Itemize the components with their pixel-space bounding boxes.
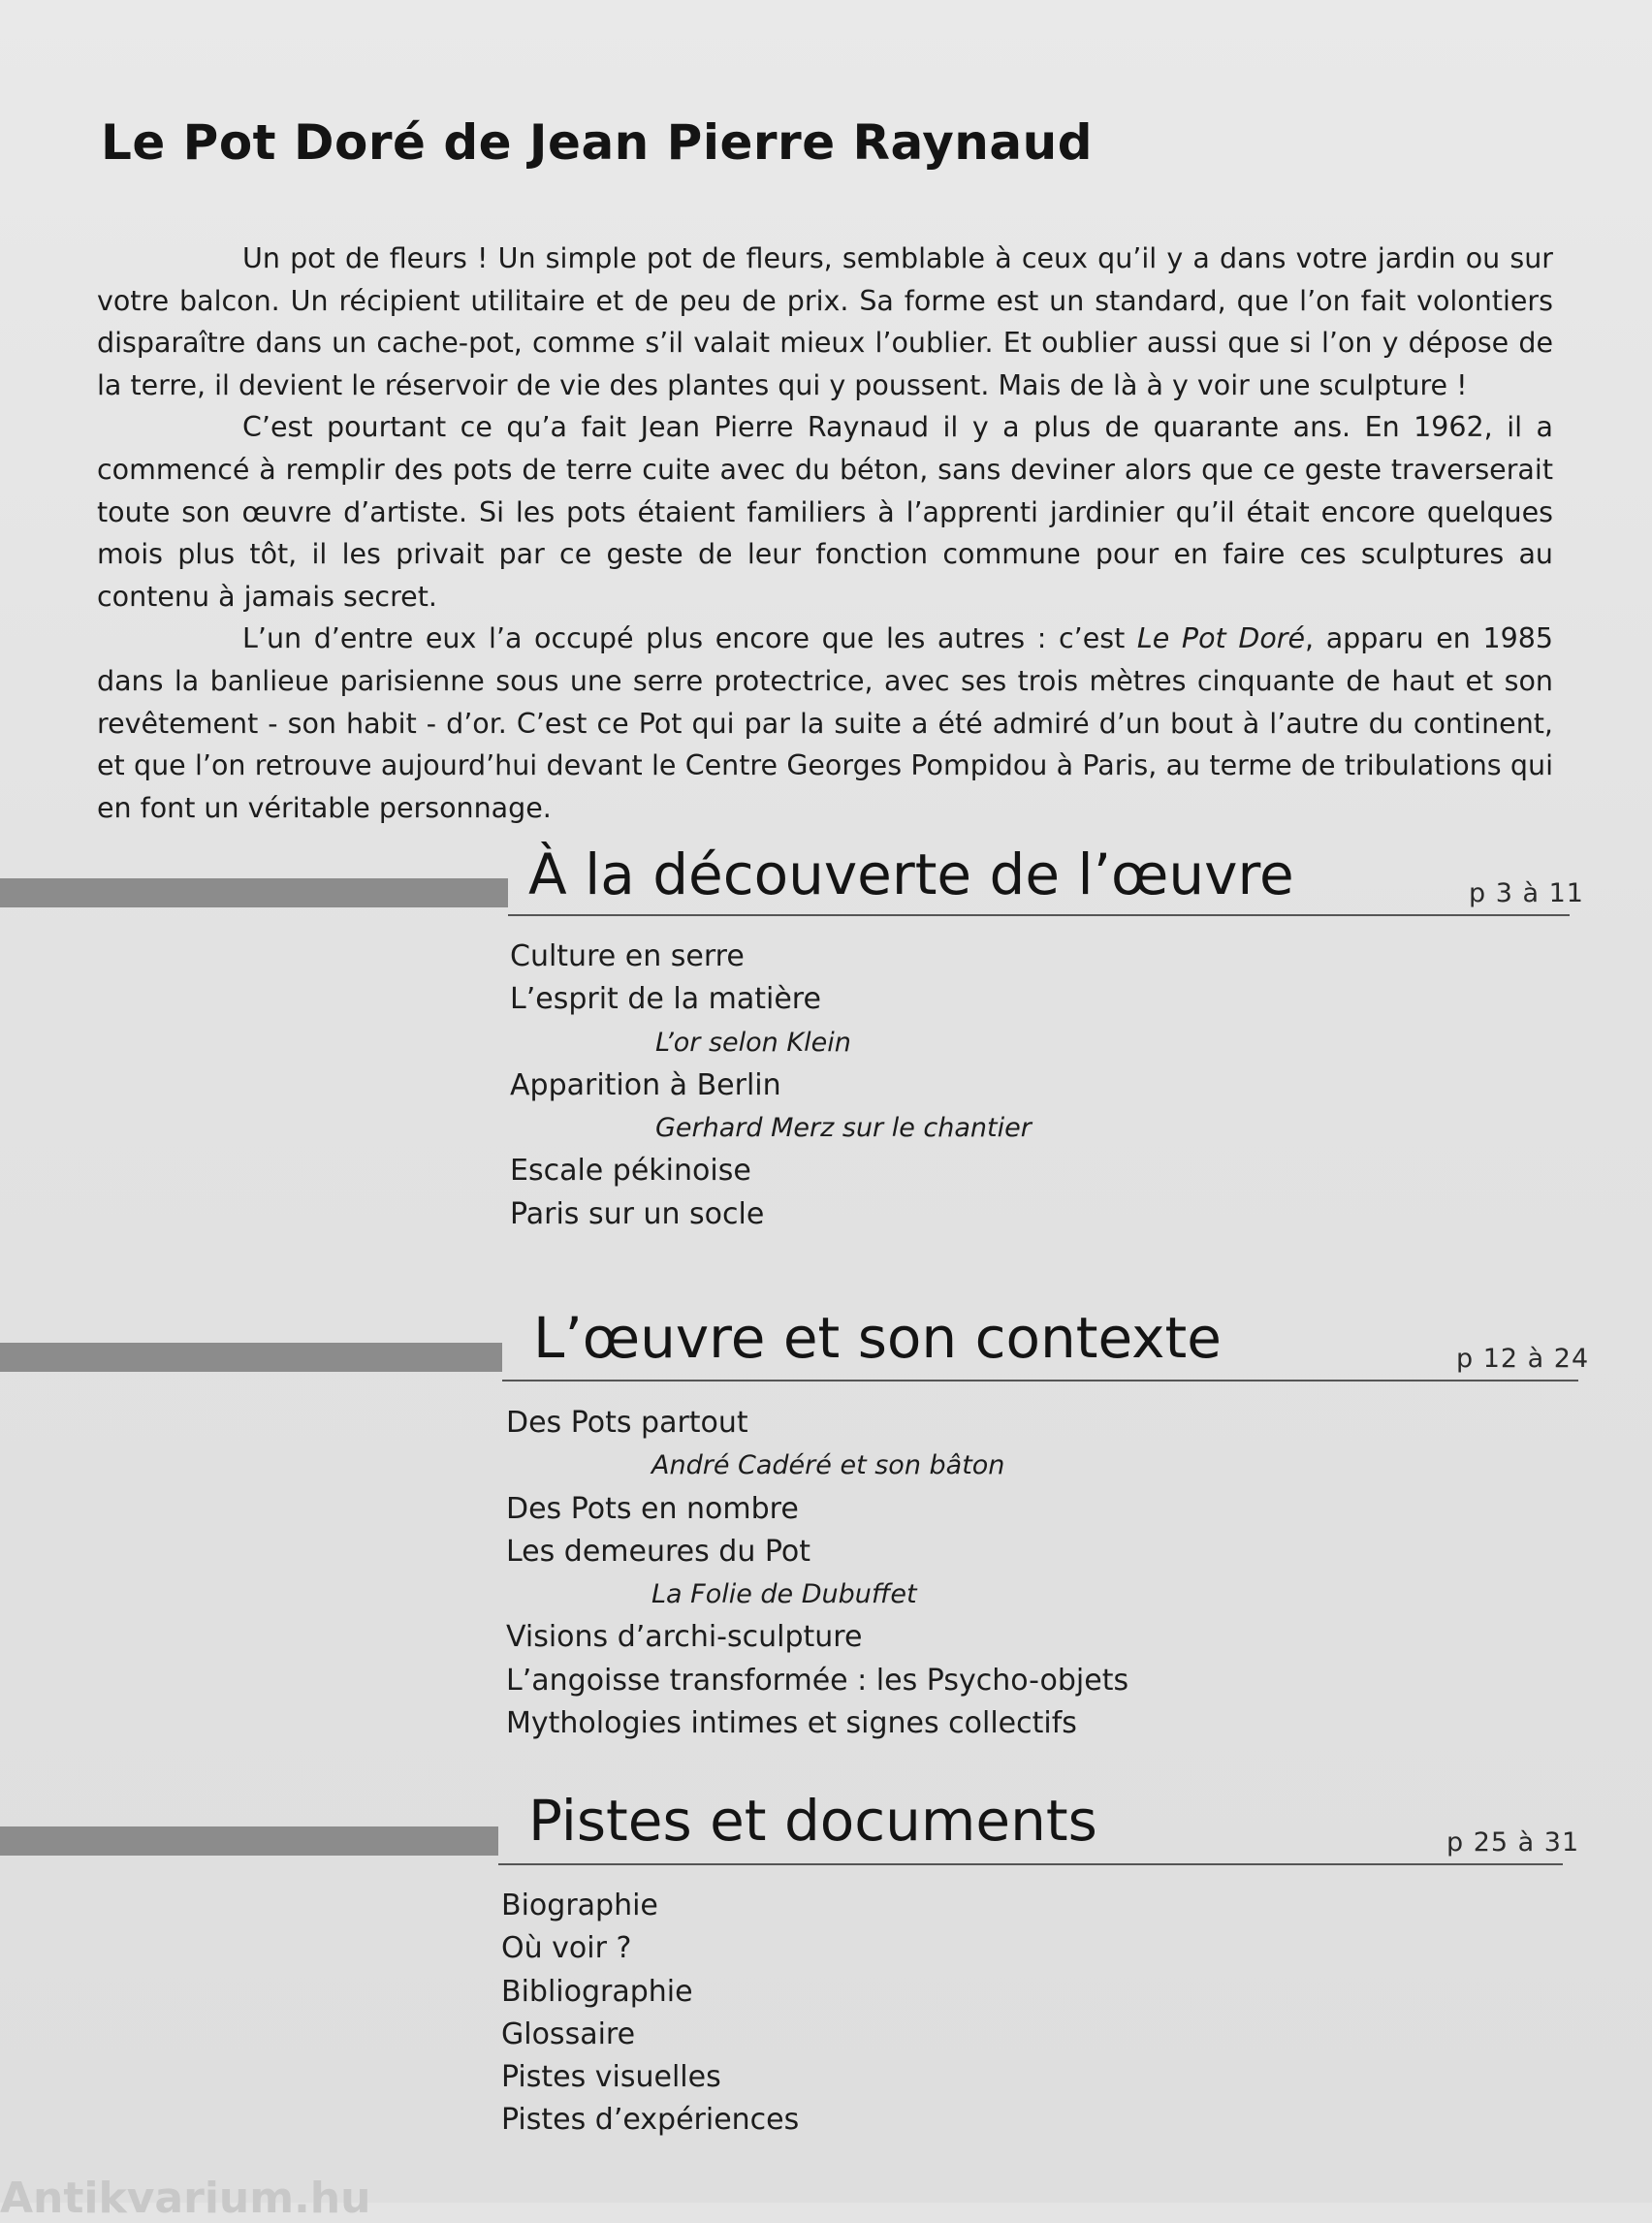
toc-item: Visions d’archi-sculpture bbox=[506, 1620, 863, 1655]
toc-item: Biographie bbox=[501, 1889, 658, 1922]
section-rule bbox=[498, 1863, 1563, 1865]
artwork-title-italic: Le Pot Doré bbox=[1136, 622, 1306, 655]
section-bar bbox=[0, 878, 508, 907]
toc-item: Des Pots en nombre bbox=[506, 1491, 799, 1526]
intro-paragraph-1: Un pot de fleurs ! Un simple pot de fleurs, semblable à ceux qu’il y a dans votre jardin ou sur votre balcon. Un récipient utilitaire et de peu de prix. Sa forme est un standard, que l’on fait volontiers disparaître dans un cache-pot, comme s’il valait mieux l’oublier. Et oublier aussi que si l’on y dépose de la terre, il devient le réservoir de vie des plantes qui y poussent. Mais de là à y voir une sculpture ! bbox=[97, 242, 1553, 401]
toc-item: Bibliographie bbox=[501, 1974, 693, 2009]
toc-item: Paris sur un socle bbox=[510, 1196, 765, 1231]
section-page-range: p 12 à 24 bbox=[1456, 1344, 1590, 1374]
toc-item: Glossaire bbox=[501, 2017, 636, 2051]
intro-paragraph-2: C’est pourtant ce qu’a fait Jean Pierre Raynaud il y a plus de quarante ans. En 1962, il a commencé à remplir des pots de terre cuite avec du béton, sans deviner alors que ce geste traverserait toute son œuvre d’artiste. Si les pots étaient familiers à l’apprenti jardinier qu’il était encore quelques mois plus tôt, il les privait par ce geste de leur fonction commune pour en faire ces sculptures au contenu à jamais secret. bbox=[97, 411, 1553, 613]
toc-item: L’esprit de la matière bbox=[510, 982, 821, 1017]
page-title: Le Pot Doré de Jean Pierre Raynaud bbox=[101, 114, 1094, 171]
section-rule bbox=[508, 914, 1570, 916]
toc-list-2 bbox=[506, 1402, 1128, 1745]
toc-subitem: L’or selon Klein bbox=[655, 1027, 851, 1058]
toc-subitem: Gerhard Merz sur le chantier bbox=[655, 1113, 1032, 1144]
section-bar bbox=[0, 1826, 498, 1856]
section-bar bbox=[0, 1343, 502, 1372]
section-page-range: p 25 à 31 bbox=[1446, 1827, 1580, 1858]
intro-paragraph-3-start: L’un d’entre eux l’a occupé plus encore que les autres : c’est bbox=[242, 622, 1137, 655]
toc-subitem: La Folie de Dubuffet bbox=[651, 1579, 917, 1610]
toc-item: Des Pots partout bbox=[506, 1406, 748, 1440]
section-heading: L’œuvre et son contexte bbox=[533, 1305, 1222, 1371]
watermark-text: Antikvarium.hu bbox=[0, 2174, 371, 2223]
section-rule bbox=[502, 1380, 1578, 1381]
toc-item: Pistes visuelles bbox=[501, 2060, 721, 2095]
section-page-range: p 3 à 11 bbox=[1469, 878, 1584, 908]
section-heading: À la découverte de l’œuvre bbox=[528, 842, 1294, 907]
toc-subitem: André Cadéré et son bâton bbox=[651, 1450, 1005, 1481]
toc-item: L’angoisse transformée : les Psycho-objets bbox=[506, 1663, 1129, 1698]
toc-item: Pistes d’expériences bbox=[501, 2103, 800, 2138]
toc-item: Mythologies intimes et signes collectifs bbox=[506, 1706, 1077, 1741]
section-heading: Pistes et documents bbox=[528, 1788, 1097, 1854]
intro-paragraph-3-end: , apparu en 1985 dans la banlieue parisienne sous une serre protectrice, avec ses trois mètres cinquante de haut et son revêtement - son habit - d’or. C’est ce Pot qui par la suite a été admiré d’un bout à l’autre du continent, et que l’on retrouve aujourd’hui devant le Centre Georges Pompidou à Paris, au terme de tribulations qui en font un véritable personnage. bbox=[97, 622, 1553, 824]
toc-item: Escale pékinoise bbox=[510, 1154, 751, 1189]
intro-text bbox=[97, 238, 1553, 829]
watermark bbox=[0, 2174, 371, 2223]
toc-item: Apparition à Berlin bbox=[510, 1067, 781, 1102]
toc-item: Culture en serre bbox=[510, 939, 745, 973]
toc-list-1 bbox=[510, 936, 1032, 1236]
toc-list-3 bbox=[501, 1885, 799, 2143]
toc-item: Où voir ? bbox=[501, 1931, 632, 1966]
toc-item: Les demeures du Pot bbox=[506, 1534, 811, 1569]
intro-paragraph-3 bbox=[97, 618, 1553, 829]
